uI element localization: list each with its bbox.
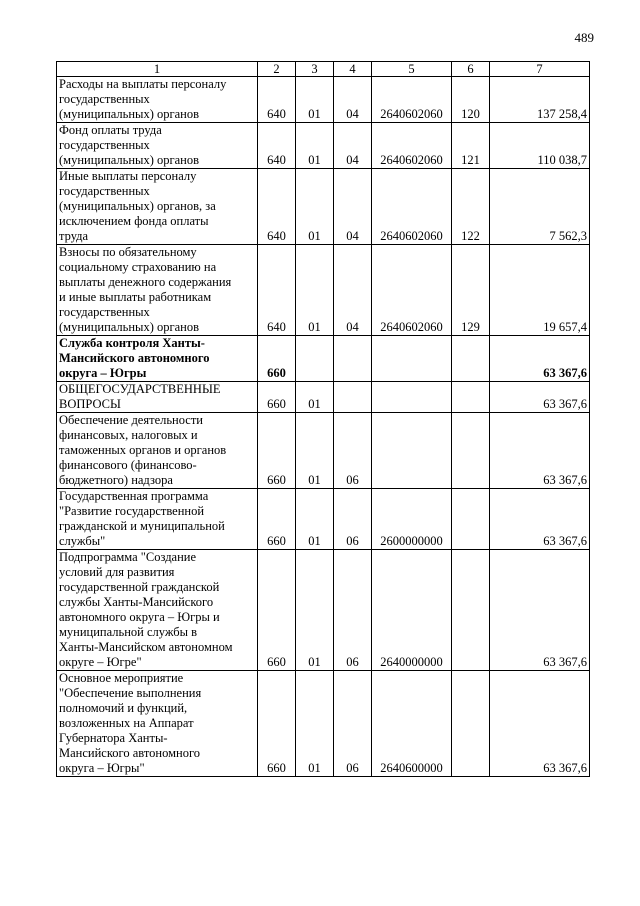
item-name-line: и иные выплаты работникам: [59, 290, 212, 304]
item-name-line: финансовых, налоговых и: [59, 428, 198, 442]
table-row: [57, 336, 590, 382]
header-cell-1: 1: [57, 62, 258, 77]
item-name-line: Служба контроля Ханты-: [59, 336, 205, 350]
item-name-line: выплаты денежного содержания: [59, 275, 232, 289]
section-cell: 01: [296, 123, 334, 169]
item-name-cell: [57, 550, 258, 671]
item-name-line: службы Ханты-Мансийского: [59, 595, 214, 609]
expense-type-cell: 122: [452, 169, 490, 245]
item-name-line: округа – Югры": [59, 761, 145, 775]
table-row: [57, 382, 590, 413]
expense-type-cell: [452, 671, 490, 777]
admin-code-cell: 660: [258, 382, 296, 413]
item-name-line: государственных: [59, 184, 150, 198]
item-name-line: государственных: [59, 138, 150, 152]
sum-cell: 137 258,4: [490, 77, 590, 123]
item-name-cell: [57, 77, 258, 123]
target-article-cell: 2600000000: [372, 489, 452, 550]
header-cell-2: 2: [258, 62, 296, 77]
header-cell-4: 4: [334, 62, 372, 77]
table-row: [57, 77, 590, 123]
item-name-cell: [57, 123, 258, 169]
item-name-line: Мансийского автономного: [59, 351, 210, 365]
item-name-line: исключением фонда оплаты: [59, 214, 209, 228]
item-name-line: Мансийского автономного: [59, 746, 201, 760]
item-name-line: муниципальной службы в: [59, 625, 198, 639]
item-name-line: ОБЩЕГОСУДАРСТВЕННЫЕ: [59, 382, 221, 396]
target-article-cell: [372, 413, 452, 489]
expense-type-cell: 129: [452, 245, 490, 336]
header-cell-3: 3: [296, 62, 334, 77]
item-name-line: (муниципальных) органов: [59, 320, 200, 334]
subsection-cell: 04: [334, 123, 372, 169]
subsection-cell: 04: [334, 169, 372, 245]
item-name-line: автономного округа – Югры и: [59, 610, 220, 624]
header-cell-7: 7: [490, 62, 590, 77]
item-name-line: (муниципальных) органов, за: [59, 199, 216, 213]
section-cell: 01: [296, 671, 334, 777]
section-cell: 01: [296, 77, 334, 123]
item-name-line: округа – Югры: [59, 366, 147, 380]
section-cell: [296, 336, 334, 382]
sum-cell: 63 367,6: [490, 489, 590, 550]
section-cell: 01: [296, 550, 334, 671]
subsection-cell: 06: [334, 413, 372, 489]
budget-table: [56, 61, 590, 777]
item-name-line: "Развитие государственной: [59, 504, 205, 518]
item-name-line: Губернатора Ханты-: [59, 731, 168, 745]
item-name-line: Расходы на выплаты персоналу: [59, 77, 227, 91]
subsection-cell: 04: [334, 77, 372, 123]
subsection-cell: 06: [334, 671, 372, 777]
section-cell: 01: [296, 489, 334, 550]
item-name-line: ВОПРОСЫ: [59, 397, 121, 411]
item-name-line: государственных: [59, 92, 150, 106]
item-name-line: условий для развития: [59, 565, 175, 579]
expense-type-cell: [452, 413, 490, 489]
subsection-cell: [334, 382, 372, 413]
item-name-line: Основное мероприятие: [59, 671, 184, 685]
table-row: [57, 671, 590, 777]
expense-type-cell: 120: [452, 77, 490, 123]
subsection-cell: 06: [334, 550, 372, 671]
admin-code-cell: 660: [258, 550, 296, 671]
item-name-line: (муниципальных) органов: [59, 153, 200, 167]
admin-code-cell: 640: [258, 245, 296, 336]
target-article-cell: 2640602060: [372, 77, 452, 123]
subsection-cell: 04: [334, 245, 372, 336]
item-name-line: бюджетного) надзора: [59, 473, 173, 487]
item-name-line: полномочий и функций,: [59, 701, 188, 715]
item-name-line: государственных: [59, 305, 150, 319]
table-row: [57, 413, 590, 489]
header-cell-5: 5: [372, 62, 452, 77]
sum-cell: 63 367,6: [490, 382, 590, 413]
item-name-line: Взносы по обязательному: [59, 245, 197, 259]
table-row: [57, 489, 590, 550]
sum-cell: 7 562,3: [490, 169, 590, 245]
item-name-line: финансового (финансово-: [59, 458, 197, 472]
item-name-cell: [57, 336, 258, 382]
section-cell: 01: [296, 245, 334, 336]
table-row: [57, 123, 590, 169]
sum-cell: 63 367,6: [490, 671, 590, 777]
table-body: [57, 77, 590, 777]
subsection-cell: 06: [334, 489, 372, 550]
item-name-cell: [57, 169, 258, 245]
table-row: [57, 169, 590, 245]
admin-code-cell: 660: [258, 413, 296, 489]
target-article-cell: 2640000000: [372, 550, 452, 671]
expense-type-cell: [452, 382, 490, 413]
item-name-line: гражданской и муниципальной: [59, 519, 225, 533]
item-name-line: таможенных органов и органов: [59, 443, 227, 457]
expense-type-cell: [452, 550, 490, 671]
item-name-line: (муниципальных) органов: [59, 107, 200, 121]
item-name-cell: [57, 489, 258, 550]
item-name-cell: [57, 382, 258, 413]
admin-code-cell: 640: [258, 169, 296, 245]
item-name-line: службы": [59, 534, 106, 548]
expense-type-cell: [452, 489, 490, 550]
admin-code-cell: 660: [258, 671, 296, 777]
item-name-line: Государственная программа: [59, 489, 209, 503]
target-article-cell: 2640602060: [372, 169, 452, 245]
item-name-line: округе – Югре": [59, 655, 142, 669]
item-name-line: Подпрограмма "Создание: [59, 550, 197, 564]
item-name-line: Ханты-Мансийском автономном: [59, 640, 233, 654]
sum-cell: 63 367,6: [490, 550, 590, 671]
subsection-cell: [334, 336, 372, 382]
table-row: [57, 245, 590, 336]
admin-code-cell: 660: [258, 489, 296, 550]
target-article-cell: [372, 382, 452, 413]
admin-code-cell: 660: [258, 336, 296, 382]
item-name-line: социальному страхованию на: [59, 260, 217, 274]
target-article-cell: 2640602060: [372, 123, 452, 169]
target-article-cell: 2640600000: [372, 671, 452, 777]
header-row: [57, 62, 590, 77]
admin-code-cell: 640: [258, 123, 296, 169]
section-cell: 01: [296, 382, 334, 413]
header-cell-6: 6: [452, 62, 490, 77]
sum-cell: 19 657,4: [490, 245, 590, 336]
table-row: [57, 550, 590, 671]
admin-code-cell: 640: [258, 77, 296, 123]
section-cell: 01: [296, 169, 334, 245]
item-name-line: возложенных на Аппарат: [59, 716, 194, 730]
item-name-cell: [57, 413, 258, 489]
section-cell: 01: [296, 413, 334, 489]
item-name-cell: [57, 245, 258, 336]
page-number: 489: [574, 30, 594, 45]
target-article-cell: 2640602060: [372, 245, 452, 336]
expense-type-cell: [452, 336, 490, 382]
sum-cell: 110 038,7: [490, 123, 590, 169]
item-name-line: Обеспечение деятельности: [59, 413, 204, 427]
item-name-line: труда: [59, 229, 89, 243]
sum-cell: 63 367,6: [490, 413, 590, 489]
item-name-cell: [57, 671, 258, 777]
target-article-cell: [372, 336, 452, 382]
item-name-line: Фонд оплаты труда: [59, 123, 162, 137]
expense-type-cell: 121: [452, 123, 490, 169]
item-name-line: Иные выплаты персоналу: [59, 169, 197, 183]
sum-cell: 63 367,6: [490, 336, 590, 382]
item-name-line: государственной гражданской: [59, 580, 220, 594]
item-name-line: "Обеспечение выполнения: [59, 686, 202, 700]
